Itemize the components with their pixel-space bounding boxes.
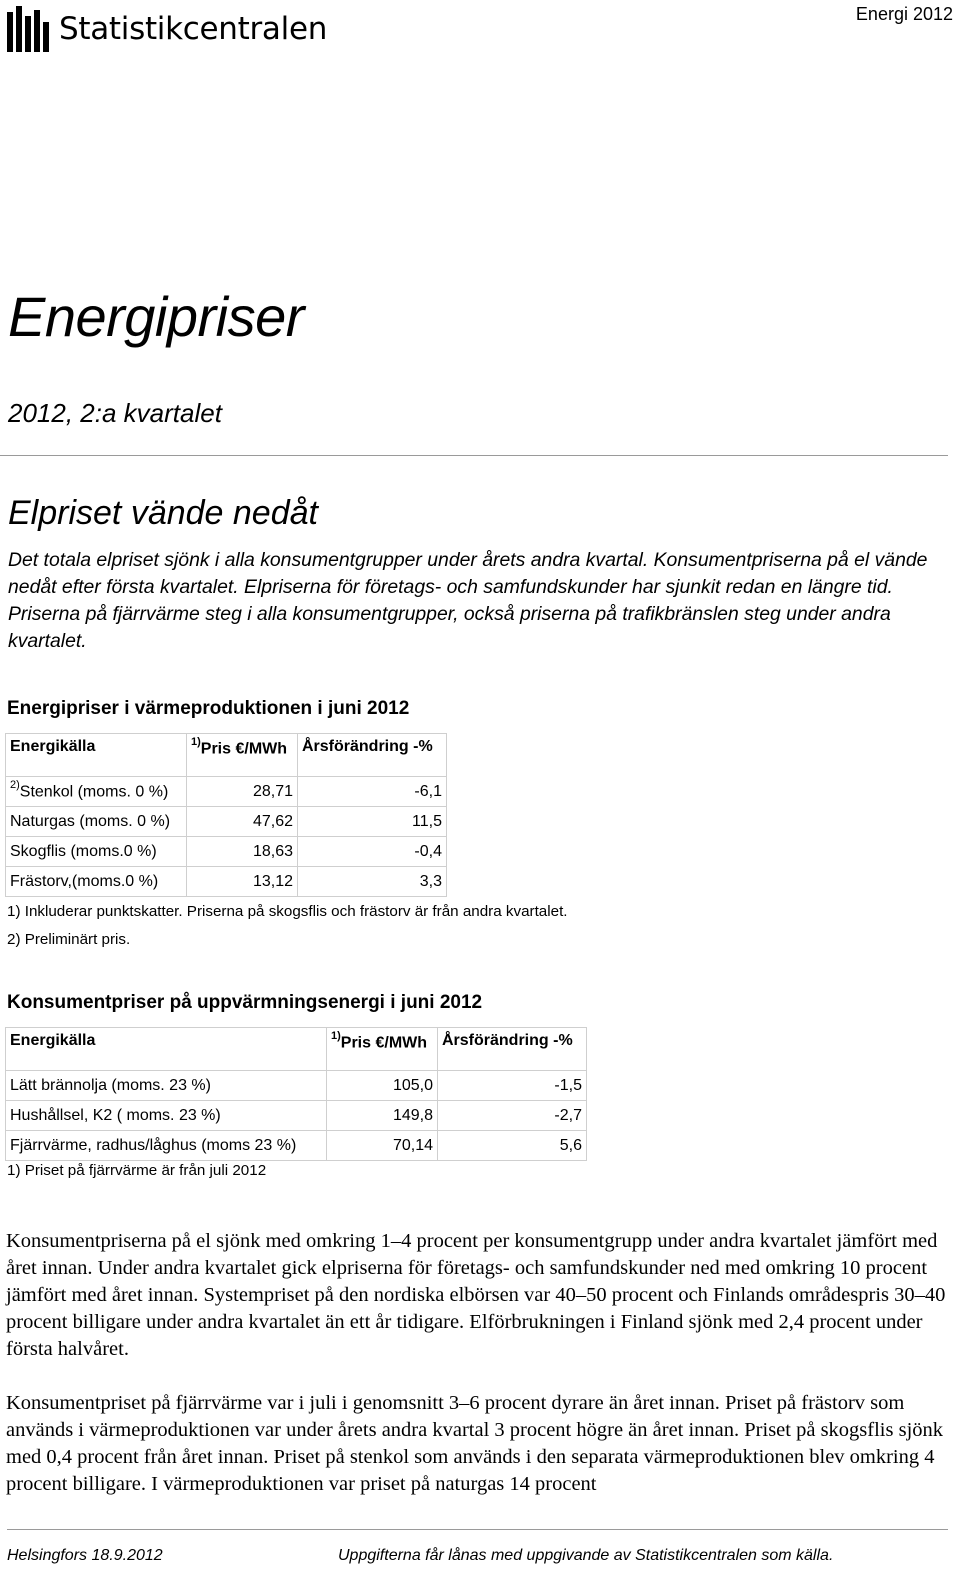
row-label: Fjärrvärme, radhus/låghus (moms 23 %)	[6, 1131, 327, 1161]
table1-note: 1) Inkluderar punktskatter. Priserna på skogsflis och frästorv är från andra kvartalet.	[7, 903, 568, 920]
row-price: 70,14	[327, 1131, 438, 1161]
row-label: $^{2)}$Stenkol (moms. 0 %)	[6, 777, 187, 807]
row-change: -6,1	[298, 777, 447, 807]
row-label: Hushållsel, K2 ( moms. 23 %)	[6, 1101, 327, 1131]
col-header-change: Årsförändring -%	[298, 734, 447, 777]
row-change: -1,5	[438, 1071, 587, 1101]
row-price: 28,71	[187, 777, 298, 807]
table-row	[6, 1071, 587, 1101]
col-header-price: $^{1)}$Pris €/MWh	[187, 734, 298, 777]
publication-label: Energi 2012	[855, 4, 953, 24]
row-label: Frästorv,(moms.0 %)	[6, 867, 187, 897]
row-change: -2,7	[438, 1101, 587, 1131]
heat-production-price-table	[5, 733, 447, 897]
row-change: 3,3	[298, 867, 447, 897]
col-header-source: Energikälla	[6, 734, 187, 777]
table-row	[6, 1131, 587, 1161]
row-label: Lätt brännolja (moms. 23 %)	[6, 1071, 327, 1101]
lead-paragraph: Det totala elpriset sjönk i alla konsumentgrupper under årets andra kvartal. Konsumentpriserna på el vände nedåt efter första kvartalet. Elpriserna för företags- och samfundskunder har sjunkit redan en längre tid. Priserna på fjärrvärme steg i alla konsumentgrupper, också priserna på trafikbränslen steg under andra kvartalet.	[8, 549, 928, 652]
row-price: 47,62	[187, 807, 298, 837]
body-paragraph: Konsumentpriset på fjärrvärme var i juli i genomsnitt 3–6 procent dyrare än året innan. Priset på frästorv som används i värmeproduktionen var under årets andra kvartal 3 procent högre än året innan. Priset på skogsflis sjönk med 0,4 procent från året innan. Priset på stenkol som används i den separata värmeproduktionen blev omkring 4 procent billigare. I värmeproduktionen var priset på naturgas 14 procent	[6, 1392, 944, 1495]
divider	[0, 455, 948, 456]
table1-note: 2) Preliminärt pris.	[7, 931, 131, 948]
table-row	[6, 807, 447, 837]
body-paragraph: Konsumentpriserna på el sjönk med omkring 1–4 procent per konsumentgrupp under andra kvartalet jämfört med året innan. Under andra kvartalet gick elpriserna för företags- och samfundskunder ned med omkring 10 procent jämfört med året innan. Systempriset på den nordiska elbörsen var 40–50 procent och Finlands områdespris 30–40 procent billigare under andra kvartalet än ett år tidigare. Elförbrukningen i Finland sjönk med 2,4 procent under första halvåret.	[6, 1230, 946, 1360]
col-header-source: Energikälla	[6, 1028, 327, 1071]
row-price: 13,12	[187, 867, 298, 897]
row-change: 11,5	[298, 807, 447, 837]
row-price: 18,63	[187, 837, 298, 867]
table-row	[6, 837, 447, 867]
footer-divider	[7, 1529, 948, 1530]
row-price: 149,8	[327, 1101, 438, 1131]
row-change: -0,4	[298, 837, 447, 867]
table1-title: Energipriser i värmeproduktionen i juni 2012	[7, 698, 410, 719]
logo-mark-icon	[7, 6, 49, 52]
col-header-change: Årsförändring -%	[438, 1028, 587, 1071]
table-row	[6, 867, 447, 897]
page-title: Energipriser	[8, 285, 304, 348]
table-header-row	[6, 734, 447, 777]
row-change: 5,6	[438, 1131, 587, 1161]
logo	[7, 6, 327, 52]
consumer-price-table	[5, 1027, 587, 1161]
logo-wordmark: Statistikcentralen	[59, 10, 328, 47]
col-header-price: $^{1)}$Pris €/MWh	[327, 1028, 438, 1071]
table-row	[6, 777, 447, 807]
footer-place-date: Helsingfors 18.9.2012	[7, 1547, 163, 1564]
article-headline: Elpriset vände nedåt	[8, 494, 318, 532]
row-label: Skogflis (moms.0 %)	[6, 837, 187, 867]
page-subtitle: 2012, 2:a kvartalet	[8, 398, 222, 428]
row-price: 105,0	[327, 1071, 438, 1101]
table-header-row	[6, 1028, 587, 1071]
table2-title: Konsumentpriser på uppvärmningsenergi i juni 2012	[7, 992, 483, 1013]
footer-disclaimer: Uppgifterna får lånas med uppgivande av Statistikcentralen som källa.	[338, 1547, 834, 1564]
table-row	[6, 1101, 587, 1131]
table2-note: 1) Priset på fjärrvärme är från juli 2012	[7, 1162, 267, 1179]
row-label: Naturgas (moms. 0 %)	[6, 807, 187, 837]
